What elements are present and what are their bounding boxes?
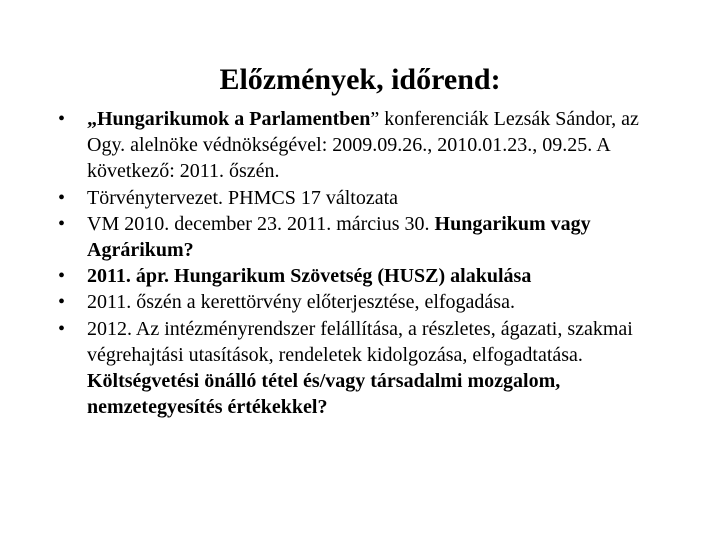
bullet-text: Törvénytervezet. PHMCS 17 változata [87,186,399,209]
bullet-item [58,106,678,185]
bullet-dot-icon: • [58,186,66,209]
bullet-text-bold: Hungarikum vagy Agrárikum? [87,212,591,262]
bullet-item [58,185,678,211]
bullet-dot-icon: • [58,212,66,235]
bullet-text-bold: Költségvetési önálló tétel és/vagy társadalmi mozgalom, nemzetegyesítés értékekkel? [87,370,561,419]
bullet-dot-icon: • [58,291,66,314]
bullet-item [58,316,678,421]
bullet-item [58,211,678,263]
bullet-dot-icon: • [58,108,66,130]
bullet-text-bold: „Hungarikumok a Parlamentben [87,108,371,130]
bullet-dot-icon: • [58,265,66,288]
bullet-text: ” konferenciák Lezsák Sándor, az Ogy. alelnöke védnökségével: 2009.09.26., 2010.01.23., 09.25. A következő: 2011. őszén. [87,108,639,183]
bullet-item [58,263,678,289]
bullet-list [58,106,678,420]
bullet-dot-icon: • [58,317,66,340]
bullet-text: 2011. őszén a kerettörvény előterjesztése, elfogadása. [87,291,515,314]
bullet-text: VM 2010. december 23. 2011. március 30. [87,212,435,235]
bullet-text: 2012. Az intézményrendszer felállítása, a részletes, ágazati, szakmai végrehajtási utasítások, rendeletek kidolgozása, elfogadtatása. [87,317,633,366]
bullet-item [58,289,678,315]
slide-title: Előzmények, időrend: [219,63,501,96]
bullet-text-bold: 2011. ápr. Hungarikum Szövetség (HUSZ) alakulása [87,265,532,288]
